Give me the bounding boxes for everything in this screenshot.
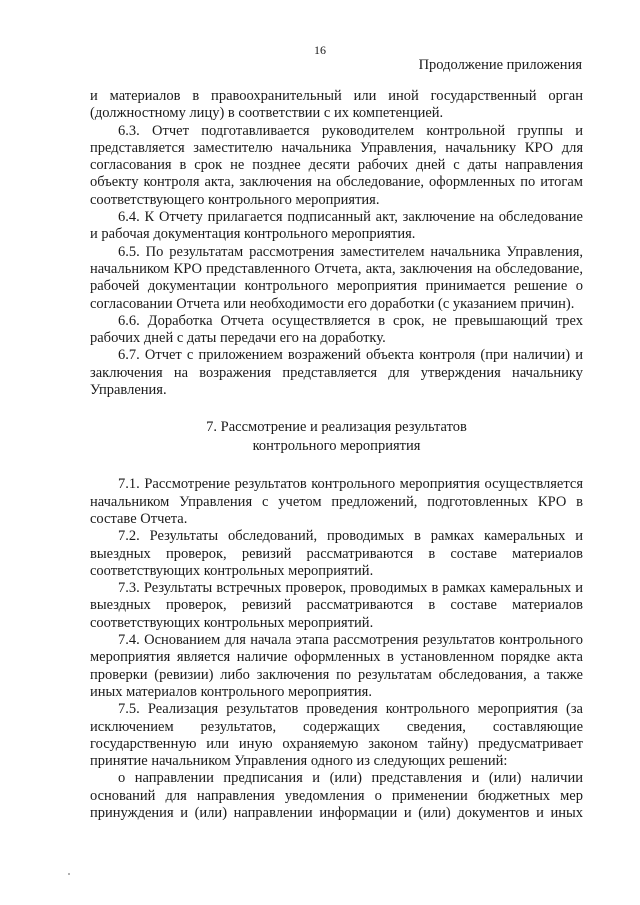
- page-header: Продолжение приложения: [418, 57, 582, 73]
- paragraph-7-4: 7.4. Основанием для начала этапа рассмотрения результатов контрольного мероприятия является наличие оформленных в установленном порядке акта проверки (ревизии) либо заключения по результатам обследования, а также иных материалов контрольного мероприятия.: [90, 632, 583, 700]
- section-7-title-line1: 7. Рассмотрение и реализация результатов: [206, 419, 467, 436]
- paragraph-7-3: 7.3. Результаты встречных проверок, проводимых в рамках камеральных и выездных проверок, ревизий рассматриваются в составе материалов соответствующих контрольных мероприятий.: [90, 580, 583, 631]
- document-body: [90, 88, 583, 822]
- scan-speck: [68, 873, 70, 875]
- paragraph-7-1: 7.1. Рассмотрение результатов контрольного мероприятия осуществляется начальником Управления с учетом предложений, подготовленных КРО в составе Отчета.: [90, 476, 583, 527]
- paragraph-6-4: 6.4. К Отчету прилагается подписанный акт, заключение на обследование и рабочая документация контрольного мероприятия.: [90, 209, 583, 243]
- paragraph-6-5: 6.5. По результатам рассмотрения заместителем начальника Управления, начальником КРО представленного Отчета, акта, заключения на обследование, рабочей документации контрольного мероприятия принимается решение о согласовании Отчета или необходимости его доработки (с указанием причин).: [90, 243, 583, 312]
- paragraph-intro: и материалов в правоохранительный или иной государственный орган (должностному лицу) в соответствии с их компетенцией.: [90, 88, 583, 122]
- paragraph-7-2: 7.2. Результаты обследований, проводимых в рамках камеральных и выездных проверок, ревизий рассматриваются в составе материалов соответствующих контрольных мероприятий.: [90, 528, 583, 579]
- paragraph-6-3: 6.3. Отчет подготавливается руководителем контрольной группы и представляется заместителю начальника Управления, начальнику КРО для согласования в срок не позднее десяти рабочих дней с даты направления объекту контроля акта, заключения на обследование, оформленных по итогам соответствующего контрольного мероприятия.: [90, 122, 583, 208]
- paragraph-6-7: 6.7. Отчет с приложением возражений объекта контроля (при наличии) и заключения на возражения представляется для утверждения начальнику Управления.: [90, 347, 583, 399]
- paragraph-6-6: 6.6. Доработка Отчета осуществляется в срок, не превышающий трех рабочих дней с даты передачи его на доработку.: [90, 312, 583, 347]
- section-7-title-line2: контрольного мероприятия: [252, 438, 421, 455]
- section-7-title: [90, 418, 583, 456]
- paragraph-list-item-1: о направлении предписания и (или) представления и (или) наличии оснований для направления уведомления о применении бюджетных мер принуждения и (или) направлении информации и (или) документов и иных: [90, 770, 583, 821]
- paragraph-7-5: 7.5. Реализация результатов проведения контрольного мероприятия (за исключением результатов, содержащих сведения, составляющие государственную или иную охраняемую законом тайну) предусматривает принятие начальником Управления одного из следующих решений:: [90, 701, 583, 770]
- page-number: 16: [314, 43, 326, 57]
